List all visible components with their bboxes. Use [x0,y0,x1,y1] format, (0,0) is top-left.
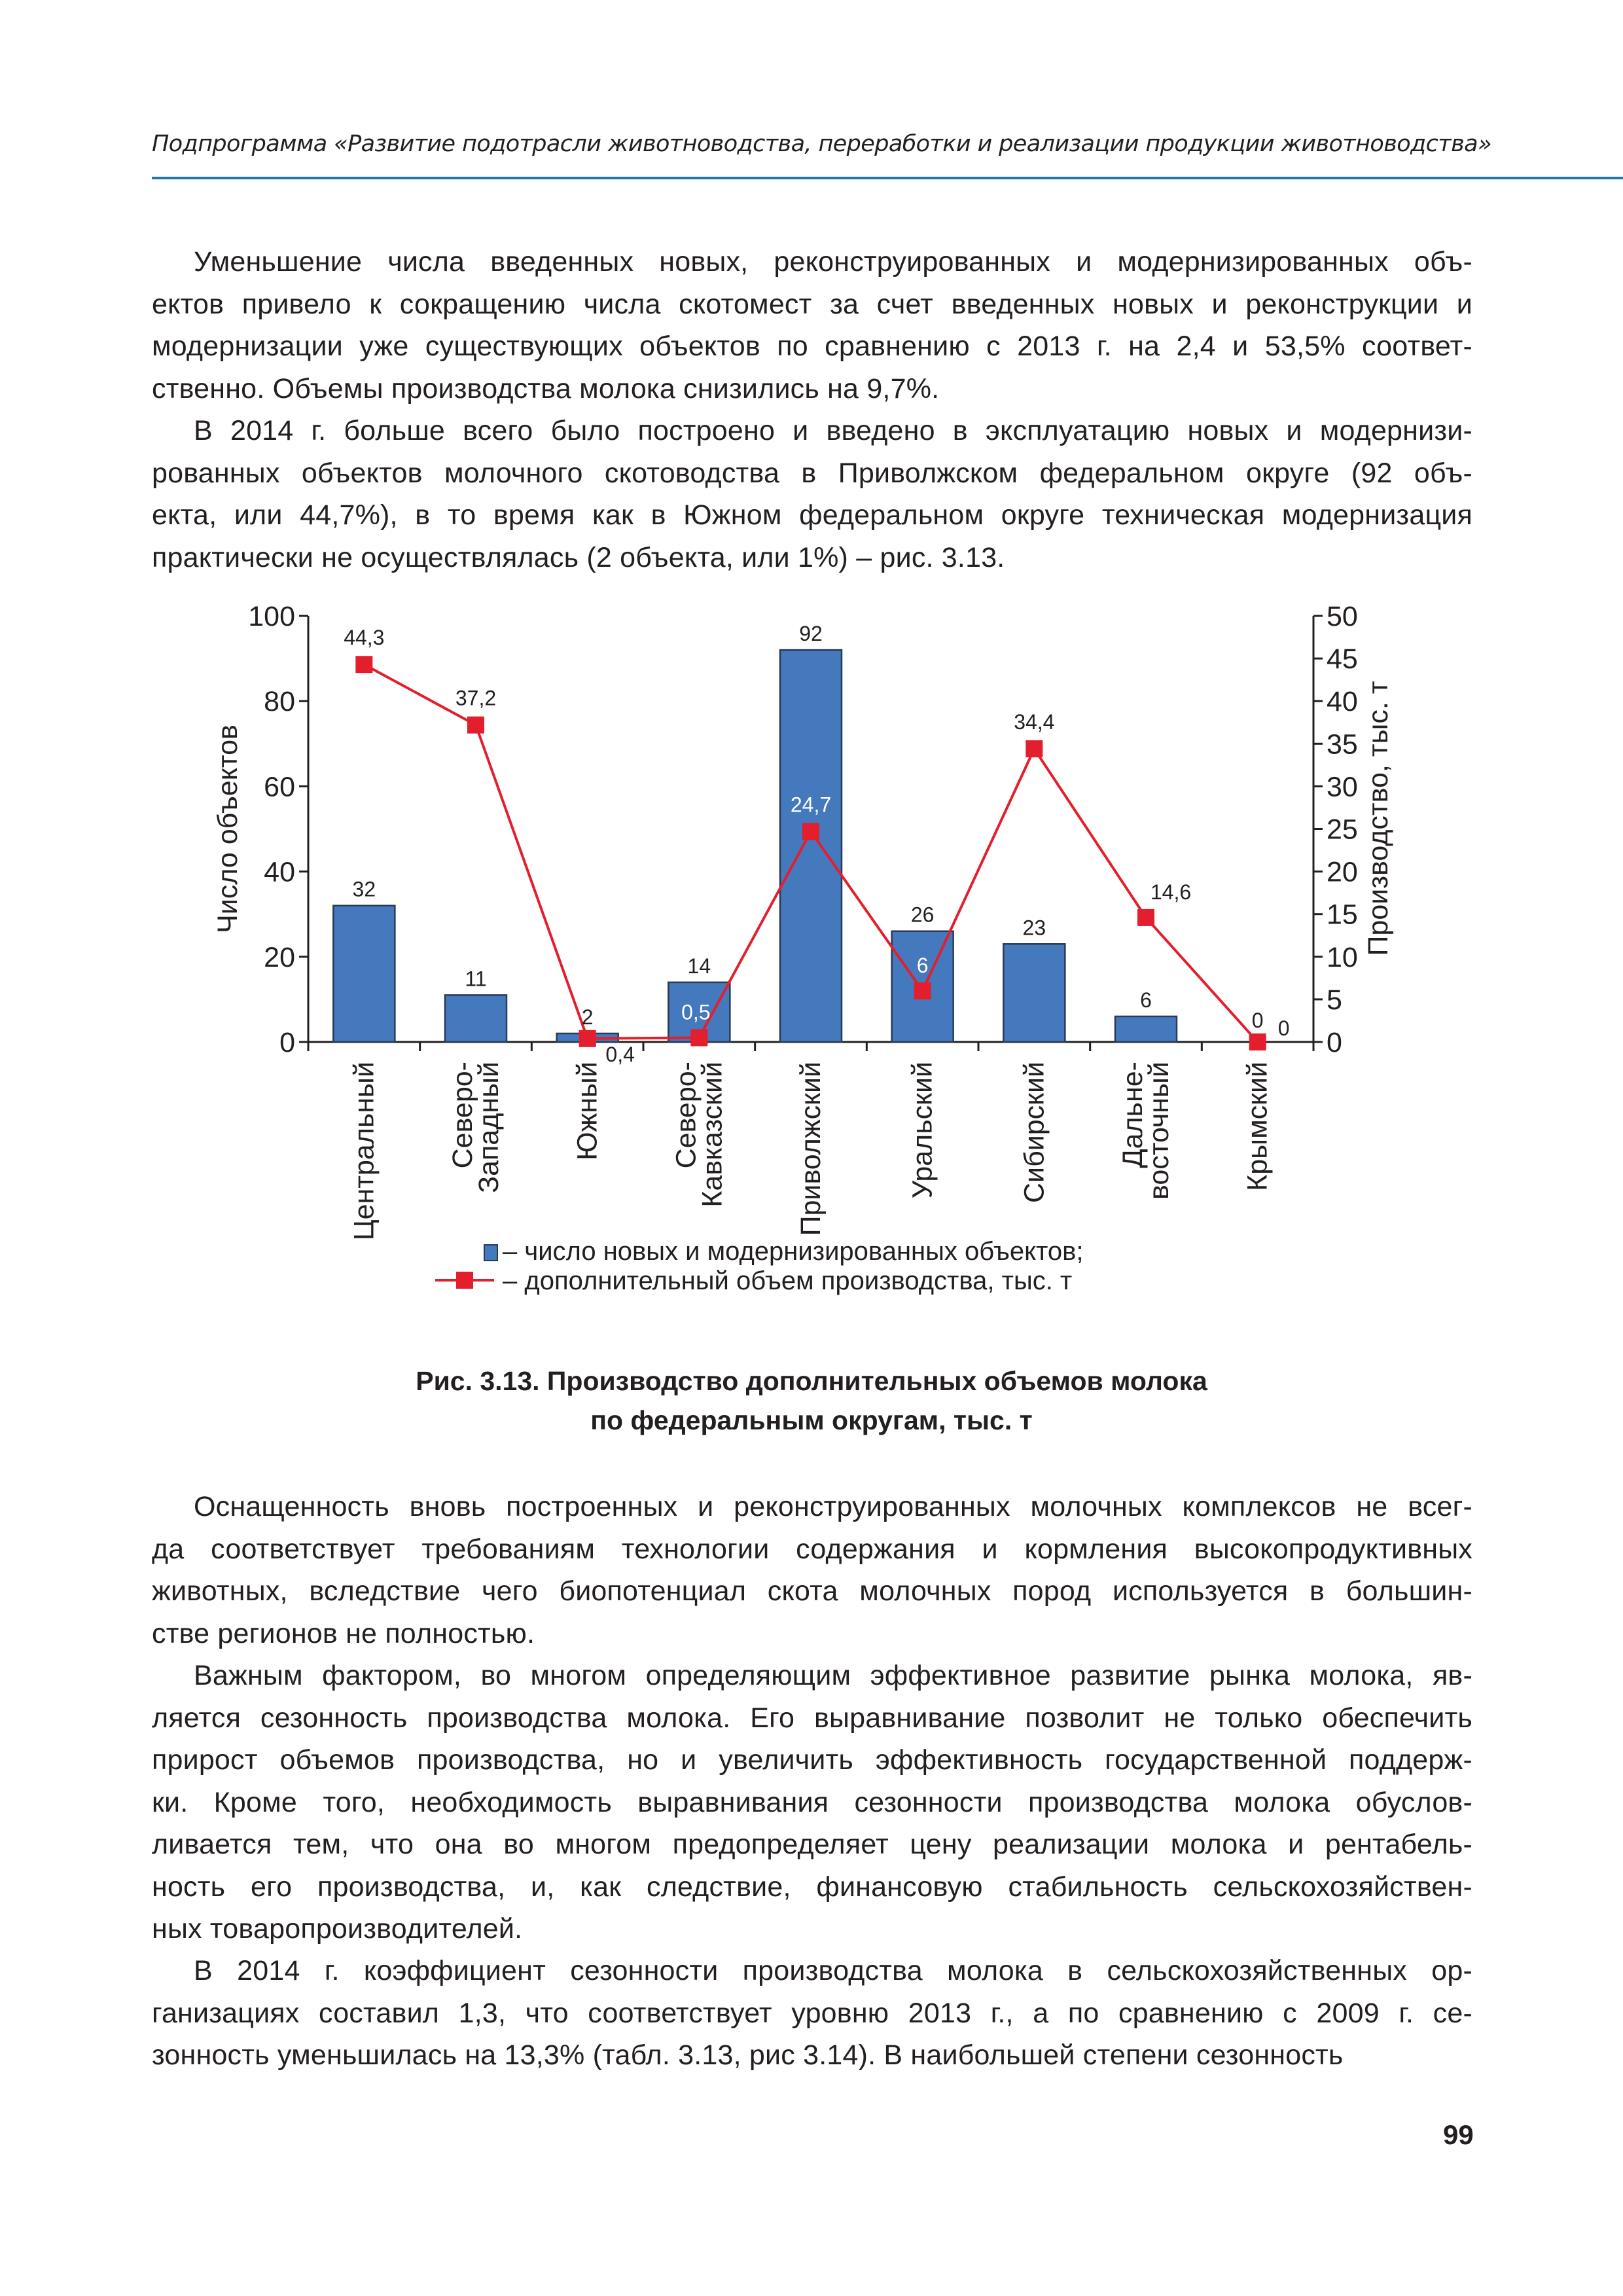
bar-value-label: 92 [799,622,823,646]
y-right-tick-label: 0 [1327,1027,1342,1058]
text-line: ность его производства, и, как следствие, финансовую стабильность сельскохозяйствен- [152,1871,1472,1903]
text-line: ляется сезонность производства молока. Его выравнивание позволит не только обеспечить [152,1702,1472,1734]
paragraph-5 [152,1950,1472,2077]
line-value-label: 6 [916,953,929,977]
bar-value-label: 0 [1277,1016,1290,1040]
y-left-tick-label: 80 [264,686,295,718]
x-tick-label-line: Сибирский [1018,1062,1050,1203]
y-right-tick-label: 30 [1327,771,1358,803]
text-line: стве регионов не полностью. [152,1617,535,1649]
line-value-label: 0,4 [605,1042,635,1066]
bar [333,906,395,1042]
x-tick-label [348,1062,380,1240]
bar [445,995,507,1042]
text-line: практически не осуществлялась (2 объекта, или 1%) – рис. 3.13. [152,541,1005,573]
x-tick-label [670,1062,728,1208]
x-tick-label [1242,1062,1274,1191]
x-tick-label-line: Западный [473,1062,505,1193]
y-right-tick-label: 20 [1327,856,1358,888]
x-tick-label [447,1062,505,1193]
legend-bar-label: – число новых и модернизированных объектов; [503,1237,1084,1266]
y-right-tick-label: 35 [1327,728,1358,761]
bar [1003,944,1065,1042]
x-tick-label [907,1062,938,1198]
text-line: ственно. Объемы производства молока снизились на 9,7%. [152,372,940,404]
text-line: ных товаропроизводителей. [152,1913,523,1945]
line-marker [1137,909,1154,926]
text-line: да соответствует требованиям технологии содержания и кормления высокопродуктивных [152,1533,1472,1565]
chart-legend [435,1237,1084,1295]
bar-value-label: 2 [581,1005,594,1029]
line-value-label: 24,7 [790,793,832,817]
page-number: 99 [1443,2119,1474,2150]
y-left-tick-label: 60 [264,771,295,803]
running-head: Подпрограмма «Развитие подотрасли животноводства, переработки и реализации продукции животноводства» [152,131,1491,157]
line-value-label: 34,4 [1014,710,1055,734]
text-line: ганизациях составил 1,3, что соответствует уровню 2013 г., а по сравнению с 2009 г. се- [152,1997,1472,2029]
text-line: ливается тем, что она во многом предопределяет цену реализации молока и рентабель- [152,1829,1472,1860]
bar-value-label: 14 [687,954,711,978]
text-line: екта, или 44,7%), в то время как в Южном федеральном округе техническая модернизация [152,499,1472,531]
x-tick-label [795,1062,827,1236]
line-value-label: 37,2 [455,686,497,710]
bar-value-label: 32 [352,877,376,901]
x-tick-label-line: Уральский [906,1062,938,1199]
y-right-tick-label: 10 [1327,941,1358,973]
line-value-label: 0,5 [681,1000,711,1024]
text-line: Уменьшение числа введенных новых, реконструированных и модернизированных объ- [194,246,1472,278]
text-line: ки. Кроме того, необходимость выравнивания сезонности производства молока обуслов- [152,1786,1472,1818]
line-marker [802,823,819,840]
y-right-tick-label: 40 [1327,686,1358,718]
x-tick-label [1018,1062,1050,1203]
paragraph-3 [152,1486,1472,1655]
text-line: В 2014 г. коэффициент сезонности производства молока в сельскохозяйственных ор- [194,1955,1472,1986]
text-line: прирост объемов производства, но и увеличить эффективность государственной поддерж- [152,1744,1472,1776]
y-left-axis-label: Число объектов [212,725,243,933]
line-marker [355,656,372,673]
x-tick-label-line: Крымский [1241,1062,1274,1191]
bar [1115,1016,1177,1042]
line-marker [690,1029,707,1046]
line-marker [1026,740,1043,757]
caption-line-1: Рис. 3.13. Производство дополнительных объемов молока [416,1366,1207,1396]
y-left-tick-label: 100 [248,601,295,632]
x-tick-label-line: Центральный [348,1062,380,1241]
line-value-label: 0 [1251,1009,1264,1032]
y-left-tick-label: 0 [279,1027,295,1058]
y-right-axis-label: Производство, тыс. т [1363,681,1394,956]
text-line: Важным фактором, во многом определяющим эффективное развитие рынка молока, яв- [194,1660,1472,1691]
figure-caption [0,1361,1623,1440]
bar-value-label: 26 [910,903,935,927]
legend-line-label: – дополнительный объем производства, тыс. т [503,1266,1073,1295]
line-marker [1249,1033,1266,1050]
bar-value-label: 11 [465,967,487,991]
line-value-label: 14,6 [1150,880,1192,904]
y-left-tick-label: 40 [264,856,295,888]
text-line: зонность уменьшилась на 13,3% (табл. 3.13, рис 3.14). В наибольшей степени сезонность [152,2039,1344,2071]
text-line: В 2014 г. больше всего было построено и введено в эксплуатацию новых и модернизи- [194,415,1472,446]
bar [780,650,842,1042]
legend-bar-swatch [484,1245,497,1261]
y-right-tick-label: 25 [1327,814,1358,846]
line-marker [914,982,931,999]
text-line: Оснащенность вновь построенных и реконструированных молочных комплексов не всег- [194,1491,1472,1522]
x-tick-label-line: Северо- [447,1062,478,1169]
y-right-tick-label: 45 [1327,643,1358,675]
text-line: рованных объектов молочного скотоводства в Приволжском федеральном округе (92 объ- [152,457,1472,489]
y-right-tick-label: 5 [1327,984,1342,1016]
text-line: ектов привело к сокращению числа скотомест за счет введенных новых и реконструкции и [152,288,1472,320]
paragraph-4 [152,1655,1472,1950]
line-value-label: 44,3 [344,626,385,650]
y-right-tick-label: 50 [1327,601,1358,632]
x-tick-label-line: Кавказский [696,1062,728,1208]
bar-value-label: 23 [1022,916,1046,940]
legend-line-marker [456,1272,473,1289]
text-line: модернизации уже существующих объектов по сравнению с 2013 г. на 2,4 и 53,5% соответ- [152,331,1472,362]
line-marker [467,717,484,734]
x-tick-label-line: Южный [571,1062,603,1160]
x-tick-label-line: Северо- [670,1062,702,1169]
caption-line-2: по федеральным округам, тыс. т [590,1405,1033,1435]
bar-value-label: 6 [1140,988,1152,1012]
x-tick-label [572,1062,603,1160]
y-left-tick-label: 20 [264,941,295,973]
line-marker [579,1030,596,1047]
x-tick-label-line: восточный [1143,1062,1175,1200]
x-tick-label-line: Приволжский [795,1062,827,1236]
x-tick-label-line: Дальне- [1117,1062,1149,1168]
y-right-tick-label: 15 [1327,899,1358,931]
x-tick-label [1117,1062,1175,1200]
text-line: животных, вследствие чего биопотенциал скота молочных пород используется в большин- [152,1575,1472,1607]
